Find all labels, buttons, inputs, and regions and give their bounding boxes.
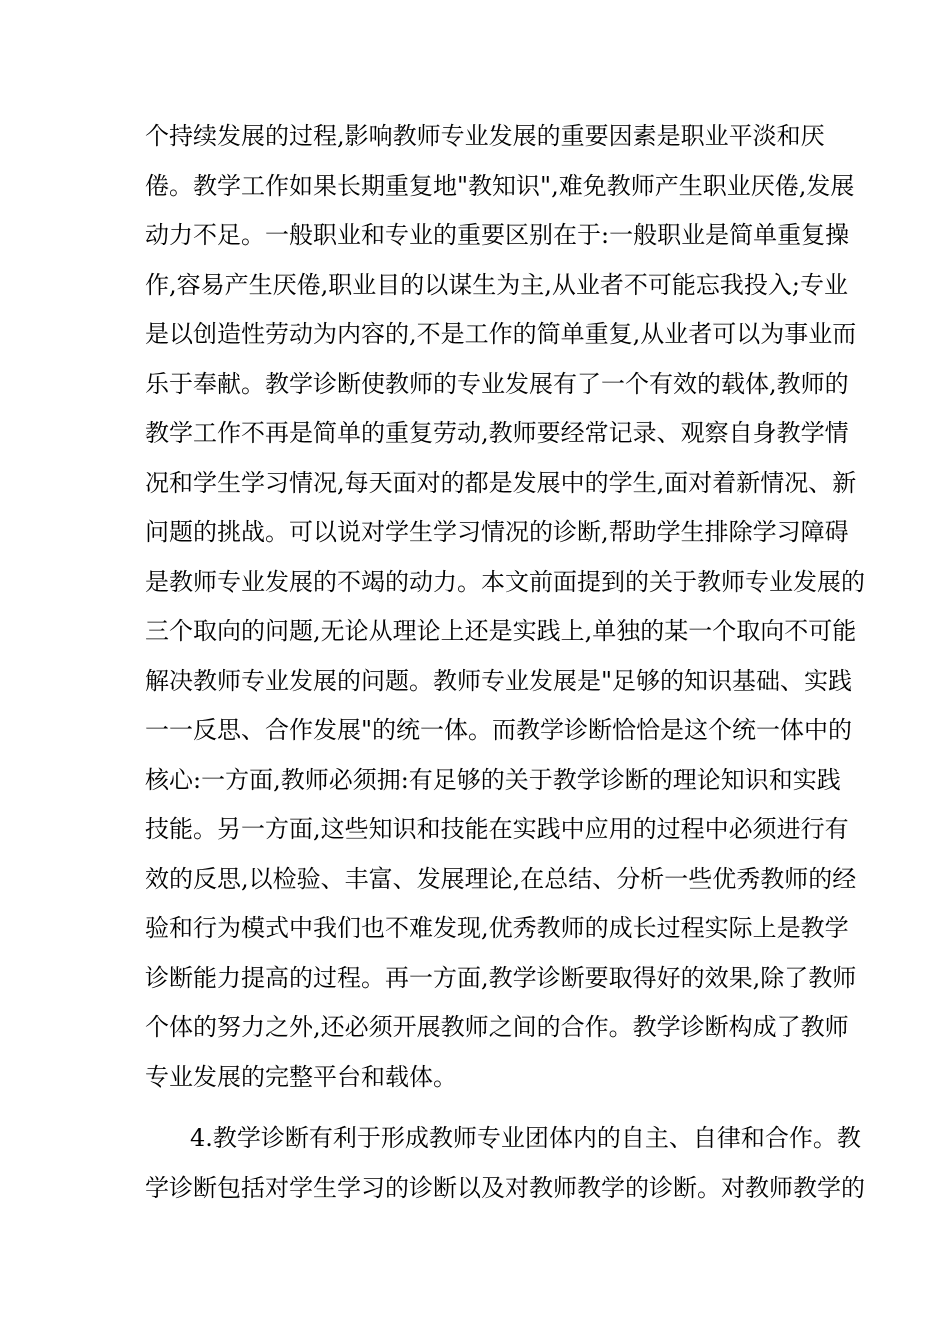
text-line: 动力不足。一般职业和专业的重要区别在于:一般职业是简单重复操 [145,221,850,249]
text-line: 诊断能力提高的过程。再一方面,教学诊断要取得好的效果,除了教师 [145,963,857,992]
text-line: 倦。教学工作如果长期重复地"教知识",难免教师产生职业厌倦,发展 [145,171,855,200]
text-line: 解决教师专业发展的问题。教师专业发展是"足够的知识基础、实践 [145,666,853,695]
text-line: 乐于奉献。教学诊断使教师的专业发展有了一个有效的载体,教师的 [145,369,849,398]
text-line: 是以创造性劳动为内容的,不是工作的简单重复,从业者可以为事业而 [145,320,857,348]
text-line: 个体的努力之外,还必须开展教师之间的合作。教学诊断构成了教师 [145,1013,849,1041]
text-line: 是教师专业发展的不竭的动力。本文前面提到的关于教师专业发展的 [145,567,865,596]
text-line: 专业发展的完整平台和载体。 [145,1062,457,1091]
text-line: 技能。另一方面,这些知识和技能在实践中应用的过程中必须进行有 [145,815,849,843]
body-paragraph [145,112,865,1102]
text-line: 学诊断包括对学生学习的诊断以及对教师教学的诊断。对教师教学的 [145,1173,865,1202]
body-paragraph [145,1114,865,1213]
text-line: 一一反思、合作发展"的统一体。而教学诊断恰恰是这个统一体中的 [145,716,853,744]
text-line: 教学工作不再是简单的重复劳动,教师要经常记录、观察自身教学情 [145,419,849,447]
text-line: 4.教学诊断有利于形成教师专业团体内的自主、自律和合作。教 [190,1124,861,1152]
text-line: 况和学生学习情况,每天面对的都是发展中的学生,面对着新情况、新 [145,468,857,497]
text-line: 验和行为模式中我们也不难发现,优秀教师的成长过程实际上是教学 [145,914,849,942]
text-line: 个持续发展的过程,影响教师专业发展的重要因素是职业平淡和厌 [145,122,825,150]
text-line: 问题的挑战。可以说对学生学习情况的诊断,帮助学生排除学习障碍 [145,518,849,546]
text-line: 作,容易产生厌倦,职业目的以谋生为主,从业者不可能忘我投入;专业 [145,270,848,299]
text-line: 核心:一方面,教师必须拥:有足够的关于教学诊断的理论知识和实践 [145,765,841,794]
text-line: 效的反思,以检验、丰富、发展理论,在总结、分析一些优秀教师的经 [145,864,857,893]
text-line: 三个取向的问题,无论从理论上还是实践上,单独的某一个取向不可能 [145,617,857,645]
